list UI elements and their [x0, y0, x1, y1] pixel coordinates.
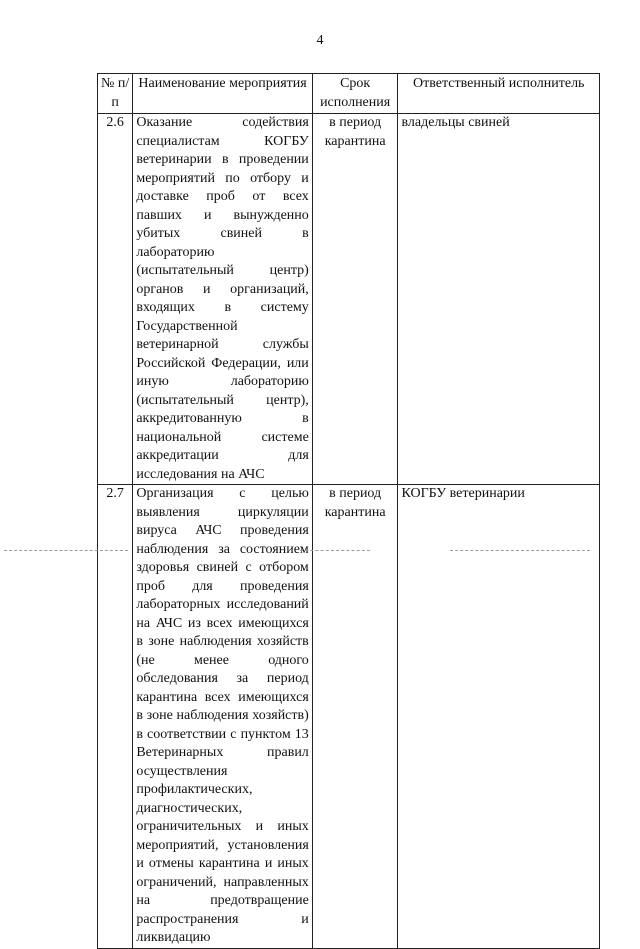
row-term: в период карантина — [312, 485, 398, 949]
row-name: Оказание содействия специалистам КОГБУ ветеринарии в проведении мероприятий по отбору и доставке проб от всех павших и вынужденно убитых свиней в лабораторию (испытательный центр) органов и организаций, входящих в систему Государственной ветеринарной службы Российской Федерации, или иную лабораторию (испытательный центр), аккредитованную в национальной системе аккредитации для исследования на АЧС — [133, 114, 312, 485]
page-number: 4 — [316, 33, 324, 48]
row-num: 2.7 — [98, 485, 133, 949]
row-num: 2.6 — [98, 114, 133, 485]
header-num: № п/п — [98, 74, 133, 114]
row-responsible: КОГБУ ветеринарии — [398, 485, 600, 949]
row-responsible: владельцы свиней — [398, 114, 600, 485]
row-term: в период карантина — [312, 114, 398, 485]
scan-artifact-line-middle — [300, 550, 370, 552]
table-header-row — [98, 74, 600, 114]
header-responsible: Ответственный исполнитель — [398, 74, 600, 114]
scan-artifact-line-left — [4, 550, 128, 552]
row-name: Организация с целью выявления циркуляции вируса АЧС проведения наблюдения за состоянием здоровья свиней с отбором проб для проведения лабораторных исследований на АЧС из всех имеющихся в зоне наблюдения хозяйств (не менее одного обследования за период карантина всех имеющихся в зоне наблюдения хозяйств) в соответствии с пунктом 13 Ветеринарных правил осуществления профилактических, диагностических, ограничительных и иных мероприятий, установления и отмены карантина и иных ограничений, направленных на предотвращение распространения и ликвидацию — [133, 485, 312, 949]
measures-table — [97, 73, 600, 949]
header-name: Наименование мероприятия — [133, 74, 312, 114]
table-row — [98, 485, 600, 949]
scan-artifact-line-right — [450, 550, 590, 552]
header-term: Срок исполнения — [312, 74, 398, 114]
table-row — [98, 114, 600, 485]
